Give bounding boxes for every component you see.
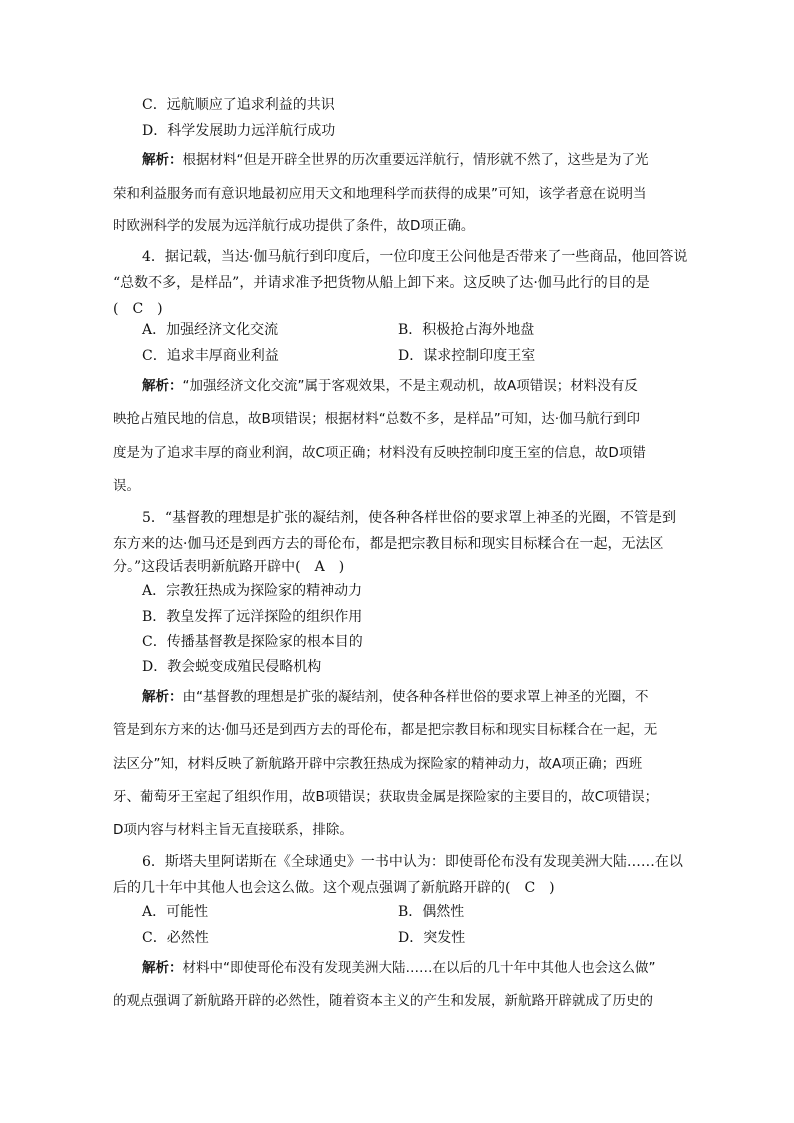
q4-answer: ( C ) [113,301,163,317]
q4-option-c: C．追求丰厚商业利益 [142,348,279,364]
q5-analysis-line-3: 法区分”知，材料反映了新航路开辟中宗教狂热成为探险家的精神动力，故A项正确；西班 [113,756,643,772]
q4-option-a: A．加强经济文化交流 [142,322,279,338]
analysis-label: 解析： [142,378,183,394]
q6-analysis-line-1: 解析：材料中“即使哥伦布没有发现美洲大陆……在以后的几十年中其他人也会这么做” [142,960,656,976]
q4-stem-line-1: 4．据记载，当达·伽马航行到印度后，一位印度王公问他是否带来了一些商品，他回答说 [142,249,688,265]
q4-analysis-line-3: 度是为了追求丰厚的商业利润，故C项正确；材料没有反映控制印度王室的信息，故D项错 [113,445,646,461]
q5-option-c: C．传播基督教是探险家的根本目的 [142,634,363,650]
q4-option-d: D．谋求控制印度王室 [398,348,536,364]
q5-stem-line-3: 分。”这段话表明新航路开辟中( A ) [113,559,345,575]
q5-analysis-line-2: 管是到东方来的达·伽马还是到西方去的哥伦布，都是把宗教目标和现实目标糅合在一起，无 [113,722,658,738]
analysis-label: 解析： [142,960,183,976]
q4-stem-line-2: “总数不多，是样品”，并请求准予把货物从船上卸下来。这反映了达·伽马此行的目的是 [113,275,650,291]
q6-option-a: A．可能性 [142,904,209,920]
q4-analysis-line-1: 解析：“加强经济文化交流”属于客观效果，不是主观动机，故A项错误；材料没有反 [142,378,638,394]
q5-analysis-line-5: D项内容与材料主旨无直接联系，排除。 [113,822,353,838]
q6-option-b: B．偶然性 [398,904,465,920]
q5-stem-line-1: 5．“基督教的理想是扩张的凝结剂，使各种各样世俗的要求罩上神圣的光圈，不管是到 [142,510,677,526]
q5-analysis-line-4: 牙、葡萄牙王室起了组织作用，故B项错误；获取贵金属是探险家的主要目的，故C项错误； [113,789,659,805]
q4-option-b: B．积极抢占海外地盘 [398,322,535,338]
q6-option-d: D．突发性 [398,930,466,946]
q3-option-d: D．科学发展助力远洋航行成功 [142,123,336,139]
q3-analysis-line-2: 荣和利益服务而有意识地最初应用天文和地理科学而获得的成果”可知，该学者意在说明当 [113,186,647,202]
q3-analysis-line-3: 时欧洲科学的发展为远洋航行成功提供了条件，故D项正确。 [113,218,475,234]
analysis-label: 解析： [142,152,183,168]
q3-analysis-line-1: 解析：根据材料“但是开辟全世界的历次重要远洋航行，情形就不然了，这些是为了光 [142,152,649,168]
q6-option-c: C．必然性 [142,930,209,946]
q5-option-d: D．教会蜕变成殖民侵略机构 [142,659,322,675]
q6-analysis-line-2: 的观点强调了新航路开辟的必然性，随着资本主义的产生和发展，新航路开辟就成了历史的 [113,993,653,1009]
q6-stem-line-1: 6．斯塔夫里阿诺斯在《全球通史》一书中认为：即使哥伦布没有发现美洲大陆……在以 [142,854,683,870]
q5-analysis-line-1: 解析：由“基督教的理想是扩张的凝结剂，使各种各样世俗的要求罩上神圣的光圈，不 [142,689,649,705]
q5-stem-line-2: 东方来的达·伽马还是到西方去的哥伦布，都是把宗教目标和现实目标糅合在一起，无法区 [113,536,664,552]
analysis-label: 解析： [142,689,183,705]
q5-option-b: B．教皇发挥了远洋探险的组织作用 [142,609,363,625]
q6-stem-line-2: 后的几十年中其他人也会这么做。这个观点强调了新航路开辟的( C ) [113,880,555,896]
q3-option-c: C．远航顺应了追求利益的共识 [142,97,335,113]
q5-option-a: A．宗教狂热成为探险家的精神动力 [142,583,363,599]
q4-analysis-line-4: 误。 [113,478,140,494]
q4-analysis-line-2: 映抢占殖民地的信息，故B项错误；根据材料“总数不多，是样品”可知，达·伽马航行到印 [113,411,641,427]
